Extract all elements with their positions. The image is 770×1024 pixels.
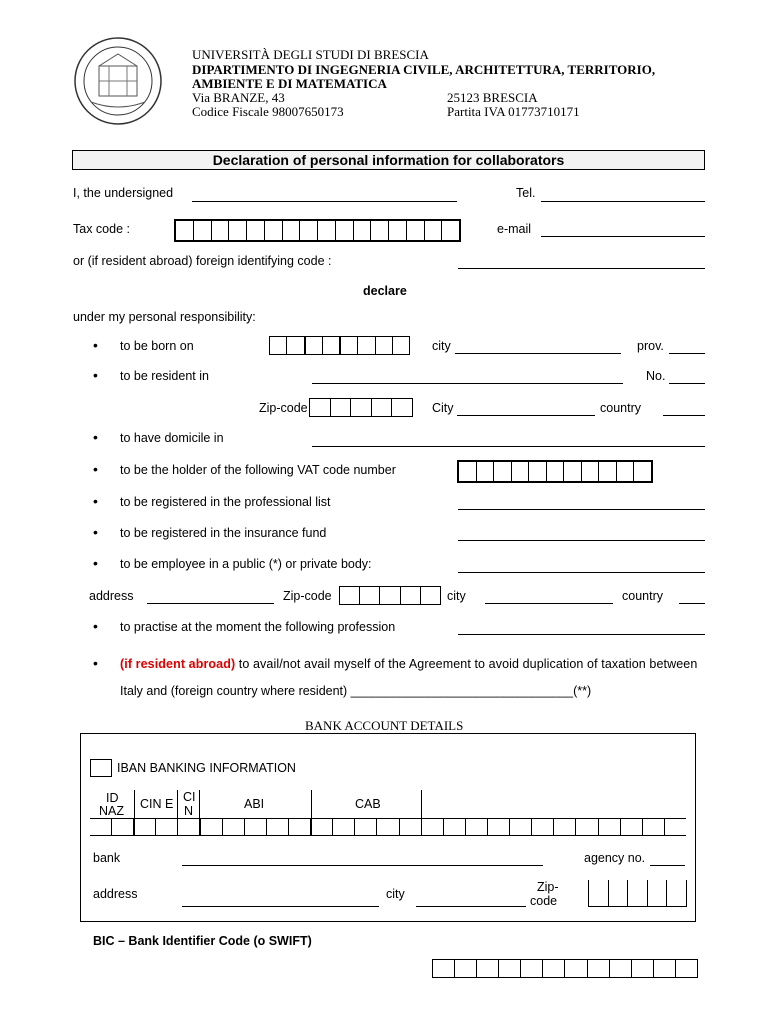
email-input[interactable] — [541, 236, 705, 237]
abroad-red-label: (if resident abroad) — [120, 657, 236, 671]
italy-line: Italy and (foreign country where resident) ________________________________(**) — [120, 684, 592, 698]
header-address: Via BRANZE, 43 — [192, 90, 285, 105]
no-label: No. — [646, 369, 666, 383]
responsibility-label: under my personal responsibility: — [73, 310, 256, 324]
vat-holder-label: to be the holder of the following VAT code number — [120, 463, 396, 477]
bank-zip-boxes[interactable] — [588, 880, 687, 907]
bank-address-label: address — [93, 887, 138, 901]
zip-boxes[interactable] — [309, 398, 413, 417]
university-name: UNIVERSITÀ DEGLI STUDI DI BRESCIA — [192, 47, 429, 62]
bank-label: bank — [93, 851, 121, 865]
prov-label: prov. — [637, 339, 664, 353]
header-city: 25123 BRESCIA — [447, 90, 538, 105]
iban-cells[interactable] — [90, 818, 686, 835]
iban-grid-bottom — [90, 835, 686, 836]
profession-label: to practise at the moment the following profession — [120, 620, 396, 634]
bank-zip-label-1: Zip- — [537, 880, 559, 894]
iban-label: IBAN BANKING INFORMATION — [117, 761, 296, 775]
tel-input[interactable] — [541, 201, 705, 202]
employee-label: to be employee in a public (*) or private body: — [120, 557, 372, 571]
foreign-code-label: or (if resident abroad) foreign identifying code : — [73, 254, 332, 268]
employer-zip-label: Zip-code — [283, 589, 332, 603]
bullet: • — [93, 337, 98, 353]
title-box — [72, 150, 705, 170]
resident-input[interactable] — [312, 383, 623, 384]
agency-input[interactable] — [650, 865, 685, 866]
undersigned-input[interactable] — [192, 201, 457, 202]
resident-label: to be resident in — [120, 369, 209, 383]
tel-label: Tel. — [516, 186, 536, 200]
zip-label: Zip-code — [259, 401, 308, 415]
iban-col-naz: NAZ — [99, 804, 124, 818]
bullet: • — [93, 367, 98, 383]
employee-input[interactable] — [458, 572, 705, 573]
department-line-1: DIPARTIMENTO DI INGEGNERIA CIVILE, ARCHITETTURA, TERRITORIO, — [192, 62, 656, 77]
employer-country-label: country — [622, 589, 663, 603]
iban-col-id: ID — [106, 791, 119, 805]
domicile-input[interactable] — [312, 446, 705, 447]
born-city-label: city — [432, 339, 451, 353]
bullet: • — [93, 524, 98, 540]
university-seal-logo — [73, 36, 163, 126]
country-label: country — [600, 401, 641, 415]
bullet: • — [93, 618, 98, 634]
bank-city-input[interactable] — [416, 906, 526, 907]
iban-col-abi: ABI — [244, 797, 265, 811]
employer-city-input[interactable] — [485, 603, 613, 604]
country-input[interactable] — [663, 415, 705, 416]
bank-input[interactable] — [182, 865, 543, 866]
undersigned-label: I, the undersigned — [73, 186, 174, 200]
bank-address-input[interactable] — [182, 906, 379, 907]
professional-list-label: to be registered in the professional list — [120, 495, 331, 509]
email-label: e-mail — [497, 222, 532, 236]
bullet: • — [93, 461, 98, 477]
employer-address-input[interactable] — [147, 603, 274, 604]
iban-col-ci: CI — [183, 790, 196, 804]
header-vat: Partita IVA 01773710171 — [447, 104, 580, 119]
domicile-label: to have domicile in — [120, 431, 224, 445]
house-number-input[interactable] — [669, 383, 705, 384]
abroad-text: to avail/not avail myself of the Agreement to avoid duplication of taxation between — [235, 657, 698, 671]
prov-input[interactable] — [669, 353, 705, 354]
department-line-2: AMBIENTE E DI MATEMATICA — [192, 76, 387, 91]
iban-col-cab: CAB — [355, 797, 381, 811]
insurance-fund-label: to be registered in the insurance fund — [120, 526, 327, 540]
professional-list-input[interactable] — [458, 509, 705, 510]
city-input[interactable] — [457, 415, 595, 416]
bullet: • — [93, 555, 98, 571]
bullet: • — [93, 493, 98, 509]
born-on-label: to be born on — [120, 339, 194, 353]
bullet: • — [93, 655, 98, 671]
bank-heading: BANK ACCOUNT DETAILS — [305, 718, 464, 733]
insurance-fund-input[interactable] — [458, 540, 705, 541]
employer-address-label: address — [89, 589, 134, 603]
bullet: • — [93, 429, 98, 445]
header-fiscal-code: Codice Fiscale 98007650173 — [192, 104, 344, 119]
bic-label: BIC – Bank Identifier Code (o SWIFT) — [93, 934, 312, 948]
tax-code-boxes[interactable] — [174, 219, 461, 242]
iban-col-cine: CIN E — [140, 797, 174, 811]
page-title: Declaration of personal information for collaborators — [212, 152, 565, 168]
iban-col-n: N — [184, 804, 194, 818]
born-city-input[interactable] — [455, 353, 621, 354]
iban-checkbox[interactable] — [90, 759, 112, 777]
agency-label: agency no. — [584, 851, 646, 865]
birth-date-boxes[interactable] — [269, 336, 410, 355]
abroad-paragraph — [120, 657, 705, 671]
bic-boxes[interactable] — [432, 959, 698, 978]
tax-code-label: Tax code : — [73, 222, 130, 236]
employer-city-label: city — [447, 589, 466, 603]
employer-zip-boxes[interactable] — [339, 586, 441, 605]
foreign-code-input[interactable] — [458, 268, 705, 269]
bank-zip-label-2: code — [530, 894, 558, 908]
bank-city-label: city — [386, 887, 405, 901]
city-label: City — [432, 401, 454, 415]
profession-input[interactable] — [458, 634, 705, 635]
employer-country-input[interactable] — [679, 603, 705, 604]
declare-heading: declare — [363, 284, 407, 298]
vat-boxes[interactable] — [457, 460, 653, 483]
